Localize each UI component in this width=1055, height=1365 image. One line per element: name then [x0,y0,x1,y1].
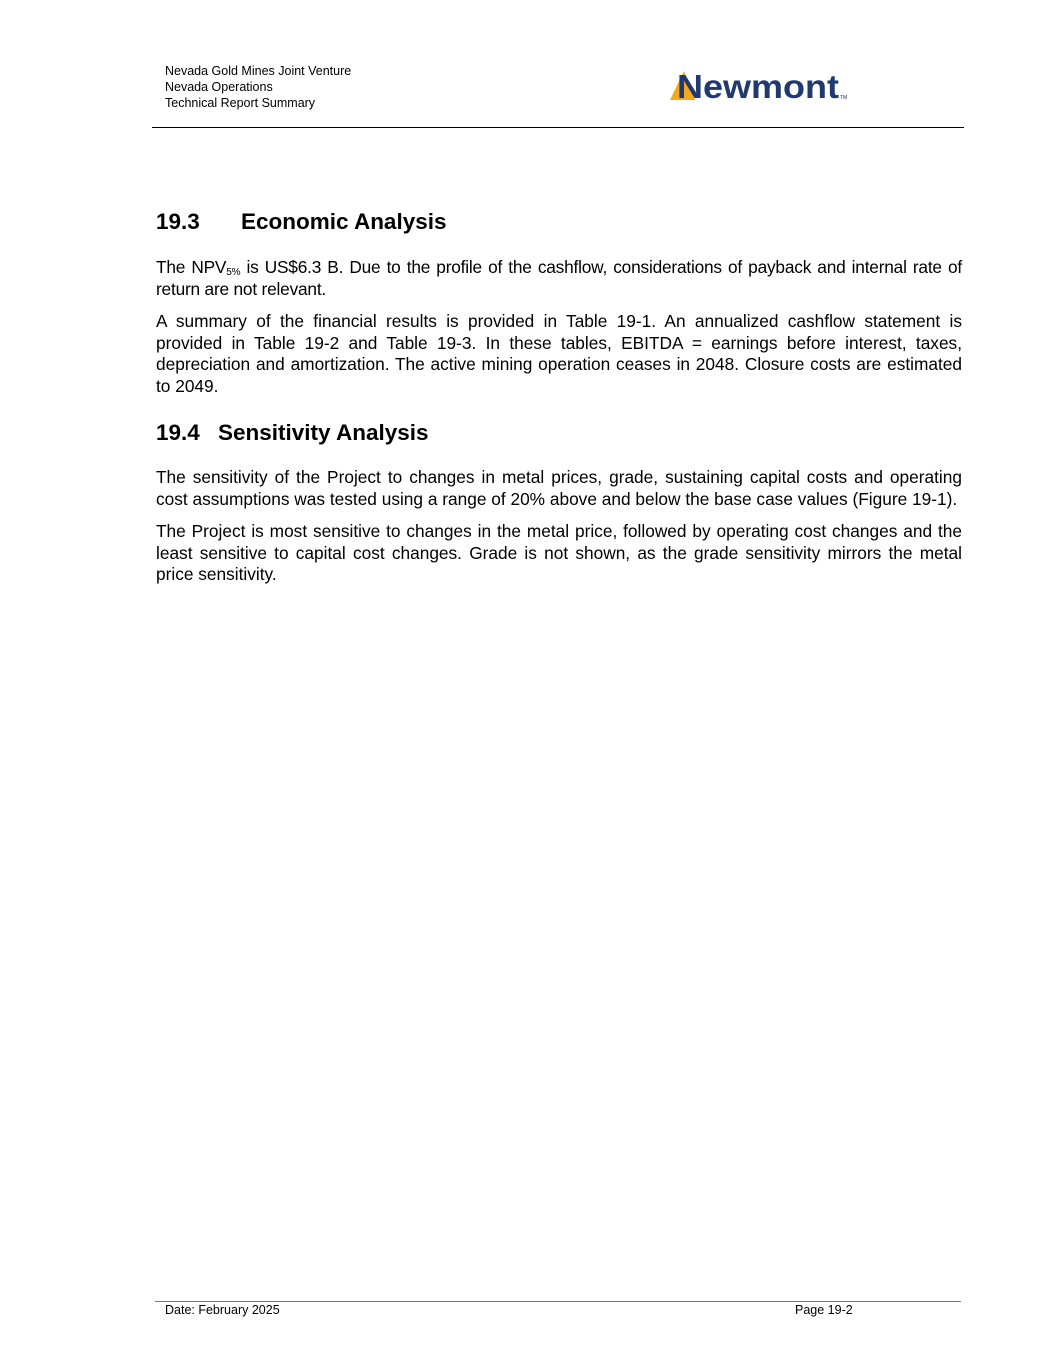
newmont-logo [668,66,868,106]
header-report-type: Technical Report Summary [165,96,316,110]
section-heading-19-3 [156,207,962,237]
page-content [156,207,962,586]
header-divider [152,127,964,128]
logo-text: Newmont [677,68,840,105]
section-number: 19.3 [156,209,200,234]
npv-paragraph: The $NPV_{5\%}$ is US$6.3 B. Due to the profile of the cashflow, considerations of payback and internal rate of return are not relevant. [156,257,962,299]
header-operation: Nevada Operations [165,80,273,94]
financial-summary-paragraph: A summary of the financial results is provided in Table 19-1. An annualized cashflow statement is provided in Table 19-2 and Table 19-3. In these tables, EBITDA = earnings before interest, taxes, depreciation and amortization. The active mining operation ceases in 2048. Closure costs are estimated to 2049. [156,311,962,396]
npv-subscript: 5% [226,267,241,278]
logo-trademark: TM [840,95,848,101]
footer-date: Date: February 2025 [165,1303,280,1317]
sensitivity-paragraph: The sensitivity of the Project to changes in metal prices, grade, sustaining capital costs and operating cost assumptions was tested using a range of 20% above and below the base case values (Figure 19-1). [156,467,962,509]
section-title: Sensitivity Analysis [218,420,429,445]
footer-divider [155,1301,961,1302]
page-number: Page 19-2 [795,1303,853,1317]
header-company: Nevada Gold Mines Joint Venture [165,64,352,78]
section-title: Economic Analysis [241,209,447,234]
section-number: 19.4 [156,420,200,445]
report-header [165,63,351,111]
sensitivity-results-paragraph: The Project is most sensitive to changes in the metal price, followed by operating cost changes and the least sensitive to capital cost changes. Grade is not shown, as the grade sensitivity mirrors the metal price sensitivity. [156,521,962,584]
section-heading-19-4 [156,418,962,448]
